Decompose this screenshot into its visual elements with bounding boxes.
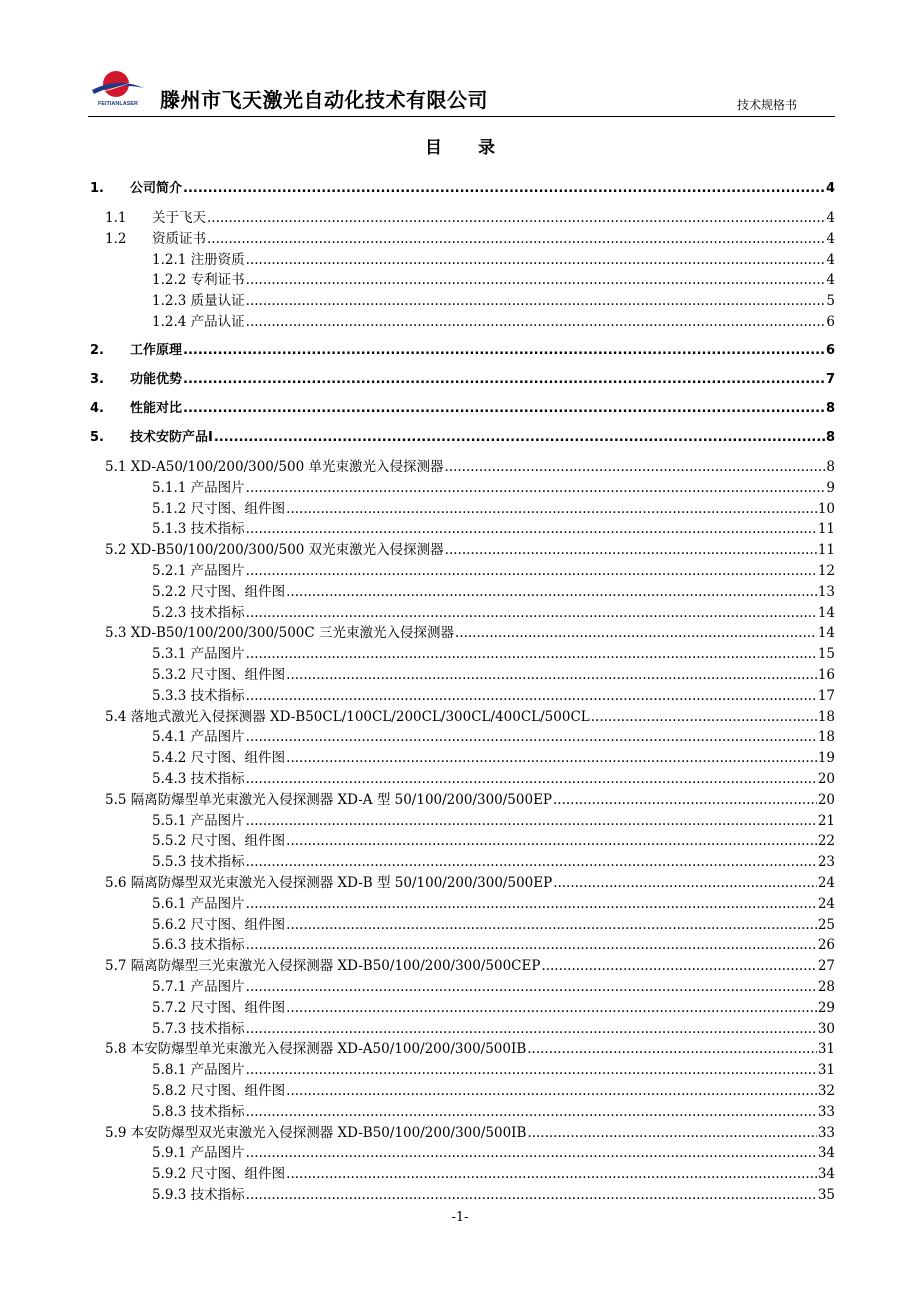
toc-entry[interactable]: [152, 851, 835, 871]
toc-entry-page: 31: [817, 1041, 835, 1058]
toc-entry[interactable]: [152, 518, 835, 538]
toc-entry-title: 5.7.2 尺寸图、组件图: [152, 999, 286, 1016]
toc-entry-page: 20: [817, 771, 835, 787]
toc-entry-page: 14: [817, 625, 835, 642]
toc-dot-leader: [246, 313, 826, 331]
toc-entry-page: 20: [817, 791, 835, 808]
toc-entry-title: 5.8.3 技术指标: [152, 1103, 245, 1120]
toc-entry[interactable]: [152, 810, 835, 830]
toc-entry-page: 6: [825, 343, 835, 358]
toc-entry-page: 11: [817, 521, 835, 538]
toc-dot-leader: [246, 812, 817, 830]
toc-entry[interactable]: [152, 976, 835, 996]
toc-dot-leader: [246, 645, 817, 663]
toc-entry-title: 5.3.1 产品图片: [152, 646, 245, 663]
toc-entry[interactable]: [152, 1163, 835, 1183]
toc-dot-leader: [455, 624, 817, 642]
toc-dot-leader: [246, 853, 817, 871]
toc-entry[interactable]: [152, 498, 835, 518]
toc-dot-leader: [246, 895, 817, 913]
toc-entry-title: 功能优势: [130, 372, 183, 387]
toc-entry-page: 22: [817, 833, 835, 850]
toc-dot-leader: [286, 500, 817, 518]
toc-entry-page: 11: [817, 542, 835, 559]
toc-entry-page: 14: [817, 604, 835, 621]
toc-entry-title: 资质证书: [152, 230, 206, 247]
toc-dot-leader: [246, 1020, 817, 1038]
toc-entry-title: 5.8.2 尺寸图、组件图: [152, 1083, 286, 1099]
toc-entry-title: 5.5.1 产品图片: [152, 812, 245, 829]
toc-entry-title: 1.2.1 注册资质: [152, 251, 245, 268]
toc-entry-title: 工作原理: [130, 343, 183, 358]
toc-entry-page: 16: [817, 667, 835, 683]
toc-entry[interactable]: [152, 997, 835, 1017]
toc-dot-leader: [207, 209, 825, 227]
logo-text: FEITIANLASER: [97, 101, 139, 107]
toc-entry[interactable]: [152, 1018, 835, 1038]
toc-entry-page: 8: [825, 401, 835, 416]
toc-entry-title: 5.2 XD-B50/100/200/300/500 双光束激光入侵探测器: [105, 542, 444, 559]
toc-entry-page: 34: [817, 1145, 835, 1162]
toc-entry[interactable]: [152, 664, 835, 684]
toc-entry-page: 9: [826, 479, 835, 496]
toc-entry-title: 5.5 隔离防爆型单光束激光入侵探测器 XD-A 型 50/100/200/300/500EP: [105, 791, 553, 808]
toc-entry[interactable]: [152, 914, 835, 934]
toc-entry-page: 29: [817, 999, 835, 1016]
toc-entry-title: 5.9.1 产品图片: [152, 1145, 245, 1162]
toc-dot-leader: [286, 832, 817, 850]
toc-entry[interactable]: [152, 726, 835, 746]
toc-entry[interactable]: [105, 228, 835, 248]
toc-entry[interactable]: [152, 747, 835, 767]
toc-entry[interactable]: [152, 290, 835, 310]
toc-dot-leader: [246, 978, 817, 996]
toc-entry-page: 6: [826, 314, 835, 330]
toc-entry-title: 5.2.3 技术指标: [152, 604, 245, 621]
toc-dot-leader: [541, 957, 816, 975]
toc-entry-page: 8: [826, 459, 835, 475]
toc-dot-leader: [246, 562, 817, 580]
toc-entry-title: 5.2.1 产品图片: [152, 563, 245, 579]
toc-dot-leader: [246, 936, 817, 954]
toc-entry-title: 5.9.3 技术指标: [152, 1187, 245, 1203]
toc-entry-title: 5.1.2 尺寸图、组件图: [152, 500, 286, 517]
toc-entry-title: 5.7 隔离防爆型三光束激光入侵探测器 XD-B50/100/200/300/500CEP: [105, 958, 541, 975]
toc-entry[interactable]: [152, 477, 835, 497]
toc-entry-title: 5.4.3 技术指标: [152, 771, 245, 787]
toc-entry-number: 3.: [90, 372, 104, 387]
toc-entry-title: 5.8 本安防爆型单光束激光入侵探测器 XD-A50/100/200/300/500IB: [105, 1041, 527, 1058]
toc-entry-page: 28: [817, 979, 835, 995]
toc-entry[interactable]: [152, 1184, 835, 1204]
company-name: 滕州市飞天激光自动化技术有限公司: [160, 88, 488, 112]
toc-entry[interactable]: [152, 893, 835, 913]
toc-entry[interactable]: [105, 1038, 835, 1058]
toc-entry[interactable]: [105, 706, 835, 726]
toc-dot-leader: [183, 180, 825, 198]
toc-entry[interactable]: [152, 1059, 835, 1079]
toc-dot-leader: [183, 342, 825, 360]
toc-entry[interactable]: [105, 456, 835, 476]
toc-entry[interactable]: [90, 340, 835, 360]
toc-entry[interactable]: [105, 872, 835, 892]
toc-entry[interactable]: [152, 934, 835, 954]
toc-entry-title: 5.1.1 产品图片: [152, 479, 245, 496]
toc-entry-page: 30: [817, 1020, 835, 1037]
toc-entry-page: 34: [817, 1166, 835, 1183]
toc-entry[interactable]: [105, 622, 835, 642]
toc-dot-leader: [591, 708, 817, 726]
toc-entry-number: 1.2: [105, 230, 127, 247]
toc-dot-leader: [207, 230, 825, 248]
toc-dot-leader: [286, 916, 817, 934]
toc-entry[interactable]: [90, 398, 835, 418]
toc-entry-page: 15: [817, 646, 835, 663]
toc-entry-title: 5.6.1 产品图片: [152, 895, 245, 912]
toc-dot-leader: [445, 541, 817, 559]
toc-entry[interactable]: [152, 249, 835, 269]
toc-entry[interactable]: [90, 178, 835, 198]
toc-dot-leader: [246, 271, 826, 289]
toc-entry-title: 5.3 XD-B50/100/200/300/500C 三光束激光入侵探测器: [105, 625, 454, 642]
toc-entry[interactable]: [152, 311, 835, 331]
toc-dot-leader: [246, 1186, 817, 1204]
toc-entry-title: 5.7.1 产品图片: [152, 979, 245, 995]
toc-entry[interactable]: [105, 955, 835, 975]
toc-entry-page: 24: [817, 895, 835, 912]
toc-entry-page: 33: [817, 1124, 835, 1141]
toc-entry-title: 5.9.2 尺寸图、组件图: [152, 1166, 286, 1183]
toc-entry-page: 33: [817, 1103, 835, 1120]
toc-entry-title: 5.1 XD-A50/100/200/300/500 单光束激光入侵探测器: [105, 459, 444, 475]
toc-entry-page: 18: [817, 729, 835, 746]
toc-entry[interactable]: [152, 1080, 835, 1100]
toc-entry-number: 2.: [90, 343, 104, 358]
toc-entry-title: 5.4 落地式激光入侵探测器 XD-B50CL/100CL/200CL/300CL/400CL/500CL: [105, 708, 590, 725]
toc-entry-number: 1.: [90, 181, 104, 196]
toc-dot-leader: [527, 1124, 816, 1142]
toc-entry[interactable]: [90, 369, 835, 389]
toc-entry-title: 5.6.2 尺寸图、组件图: [152, 916, 286, 933]
toc-dot-leader: [286, 583, 817, 601]
toc-entry-page: 4: [826, 210, 835, 226]
toc-entry-number: 1.1: [105, 210, 127, 226]
toc-dot-leader: [246, 292, 826, 310]
toc-entry-title: 1.2.3 质量认证: [152, 293, 245, 310]
toc-entry[interactable]: [105, 207, 835, 227]
toc-dot-leader: [553, 791, 817, 809]
toc-dot-leader: [246, 1144, 817, 1162]
toc-dot-leader: [183, 400, 825, 418]
toc-entry[interactable]: [152, 581, 835, 601]
toc-title: 目录: [425, 138, 531, 158]
toc-entry-number: 5.: [90, 430, 104, 445]
toc-entry-page: 19: [817, 750, 835, 767]
toc-entry-page: 24: [817, 875, 835, 891]
toc-entry[interactable]: [152, 602, 835, 622]
toc-dot-leader: [246, 770, 817, 788]
toc-dot-leader: [286, 749, 817, 767]
toc-entry-page: 4: [825, 181, 835, 196]
toc-entry[interactable]: [152, 830, 835, 850]
toc-entry-title: 5.5.3 技术指标: [152, 854, 245, 871]
toc-dot-leader: [246, 520, 817, 538]
toc-dot-leader: [286, 666, 817, 684]
toc-entry-page: 10: [817, 500, 835, 517]
toc-entry-title: 1.2.4 产品认证: [152, 314, 245, 330]
toc-dot-leader: [286, 999, 817, 1017]
toc-entry-page: 12: [817, 563, 835, 579]
toc-entry-page: 13: [817, 583, 835, 600]
toc-dot-leader: [246, 728, 817, 746]
toc-entry-page: 25: [817, 916, 835, 933]
toc-dot-leader: [246, 479, 826, 497]
toc-entry-title: 5.4.2 尺寸图、组件图: [152, 750, 286, 767]
toc-entry-page: 35: [817, 1187, 835, 1203]
toc-entry-title: 5.3.3 技术指标: [152, 687, 245, 704]
document-type: 技术规格书: [736, 98, 797, 112]
toc-entry[interactable]: [152, 768, 835, 788]
toc-entry-page: 7: [825, 372, 835, 387]
toc-entry[interactable]: [105, 539, 835, 559]
toc-entry[interactable]: [152, 643, 835, 663]
toc-entry-page: 26: [817, 937, 835, 954]
toc-dot-leader: [214, 429, 825, 447]
toc-entry[interactable]: [152, 269, 835, 289]
toc-entry[interactable]: [152, 1101, 835, 1121]
toc-entry[interactable]: [152, 685, 835, 705]
toc-entry-page: 4: [826, 272, 835, 289]
toc-dot-leader: [246, 1103, 817, 1121]
toc-entry-page: 18: [817, 708, 835, 725]
toc-entry-title: 5.4.1 产品图片: [152, 729, 245, 746]
toc-entry-title: 5.6 隔离防爆型双光束激光入侵探测器 XD-B 型 50/100/200/300/500EP: [105, 875, 553, 891]
toc-entry-page: 27: [817, 958, 835, 975]
toc-entry-title: 性能对比: [130, 401, 183, 416]
toc-dot-leader: [286, 1082, 817, 1100]
toc-entry-title: 5.8.1 产品图片: [152, 1062, 245, 1079]
toc-dot-leader: [553, 874, 817, 892]
toc-entry-title: 5.3.2 尺寸图、组件图: [152, 667, 286, 683]
toc-entry-title: 5.1.3 技术指标: [152, 521, 245, 538]
toc-dot-leader: [246, 604, 817, 622]
toc-entry-number: 4.: [90, 401, 104, 416]
toc-entry-page: 4: [826, 251, 835, 268]
toc-entry-page: 8: [825, 430, 835, 445]
toc-entry[interactable]: [105, 1122, 835, 1142]
toc-entry-page: 4: [826, 230, 835, 247]
page-number: -1-: [451, 1210, 469, 1225]
toc-entry-page: 17: [817, 687, 835, 704]
toc-entry-title: 5.7.3 技术指标: [152, 1020, 245, 1037]
toc-dot-leader: [246, 251, 826, 269]
toc-entry-page: 21: [817, 812, 835, 829]
toc-entry-title: 5.6.3 技术指标: [152, 937, 245, 954]
toc-entry-title: 关于飞天: [152, 210, 206, 226]
toc-entry-title: 5.2.2 尺寸图、组件图: [152, 583, 286, 600]
toc-entry-page: 31: [817, 1062, 835, 1079]
toc-entry-page: 5: [826, 293, 835, 310]
toc-entry[interactable]: [105, 789, 835, 809]
toc-dot-leader: [246, 687, 817, 705]
toc-entry[interactable]: [152, 1142, 835, 1162]
toc-entry-title: 技术安防产品Ⅰ: [130, 430, 213, 445]
toc-entry-page: 23: [817, 854, 835, 871]
toc-entry-title: 5.9 本安防爆型双光束激光入侵探测器 XD-B50/100/200/300/500IB: [105, 1124, 527, 1141]
toc-entry-title: 公司简介: [130, 181, 183, 196]
toc-dot-leader: [527, 1040, 817, 1058]
toc-entry[interactable]: [152, 560, 835, 580]
toc-entry-title: 5.5.2 尺寸图、组件图: [152, 833, 286, 850]
toc-dot-leader: [246, 1061, 817, 1079]
toc-entry[interactable]: [90, 427, 835, 447]
toc-dot-leader: [286, 1165, 817, 1183]
toc-entry-title: 1.2.2 专利证书: [152, 272, 245, 289]
toc-entry-page: 32: [817, 1083, 835, 1099]
toc-dot-leader: [445, 458, 826, 476]
toc-dot-leader: [183, 371, 825, 389]
